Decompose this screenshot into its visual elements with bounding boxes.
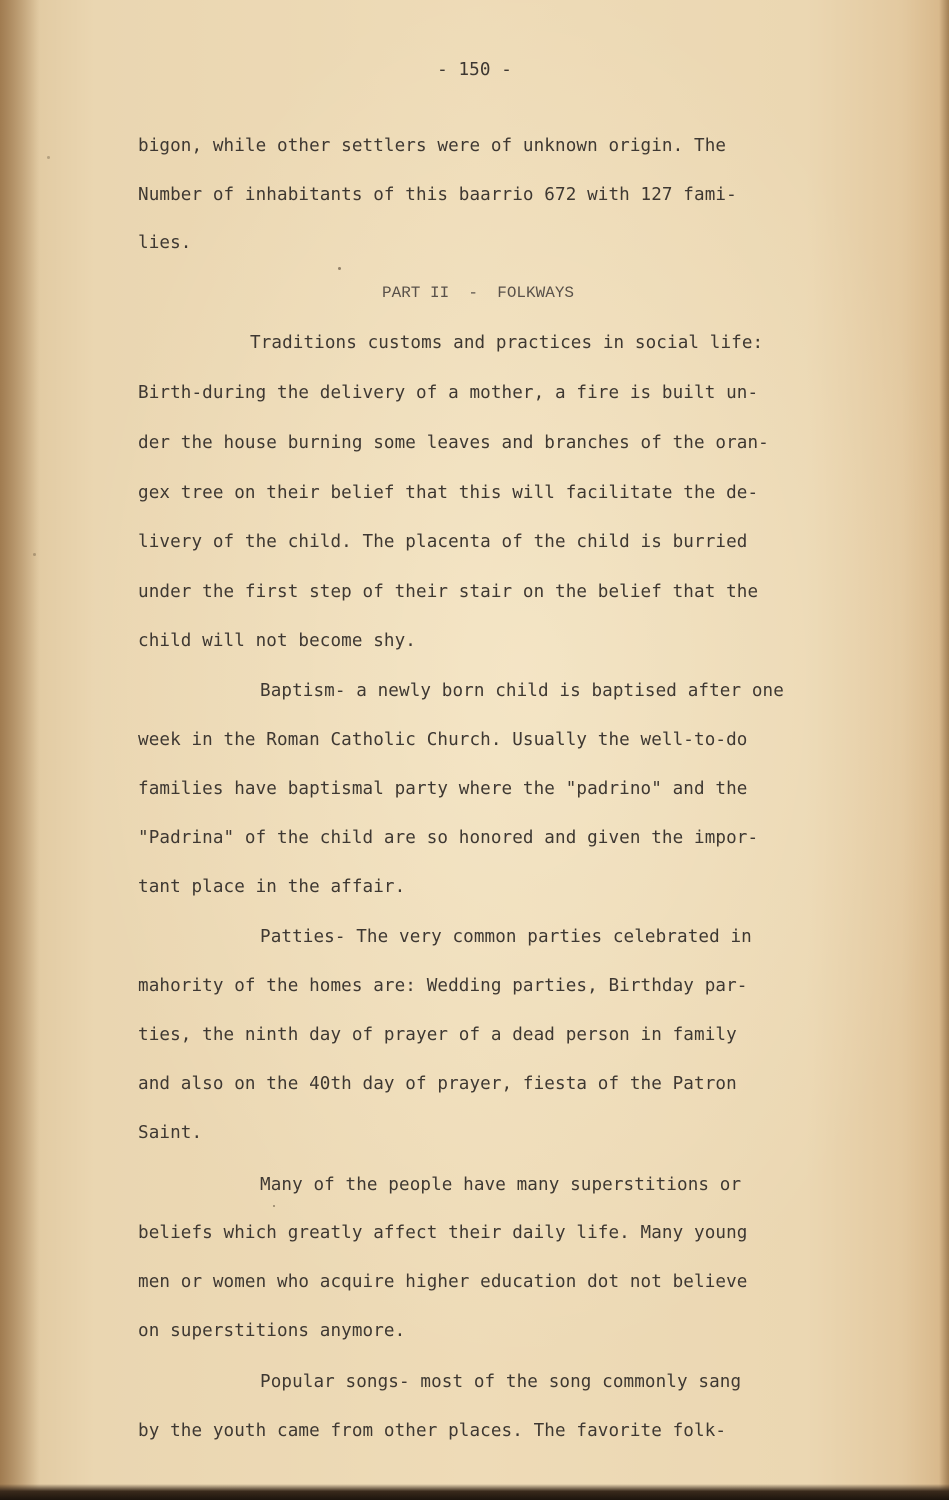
ink-speck bbox=[47, 156, 50, 159]
text-line: Many of the people have many superstitions or bbox=[260, 1175, 742, 1195]
text-line: beliefs which greatly affect their daily life. Many young bbox=[138, 1223, 748, 1243]
ink-speck bbox=[338, 267, 341, 270]
text-line: on superstitions anymore. bbox=[138, 1321, 406, 1341]
page-shadow-left bbox=[0, 0, 40, 1500]
text-line: "Padrina" of the child are so honored and given the impor- bbox=[138, 828, 759, 848]
text-line: livery of the child. The placenta of the child is burried bbox=[138, 532, 748, 552]
text-line: child will not become shy. bbox=[138, 631, 417, 651]
text-line: ties, the ninth day of prayer of a dead person in family bbox=[138, 1025, 737, 1045]
text-line: der the house burning some leaves and branches of the oran- bbox=[138, 433, 769, 453]
text-line: Patties- The very common parties celebrated in bbox=[260, 927, 752, 947]
text-line: under the first step of their stair on the belief that the bbox=[138, 582, 759, 602]
text-line: Saint. bbox=[138, 1123, 203, 1143]
text-line: by the youth came from other places. The favorite folk- bbox=[138, 1421, 727, 1441]
page-edge-bottom bbox=[0, 1484, 949, 1500]
text-line: week in the Roman Catholic Church. Usually the well-to-do bbox=[138, 730, 748, 750]
text-line: Birth-during the delivery of a mother, a fire is built un- bbox=[138, 383, 759, 403]
ink-speck bbox=[273, 1205, 275, 1207]
text-line: Popular songs- most of the song commonly sang bbox=[260, 1372, 742, 1392]
text-line: families have baptismal party where the "padrino" and the bbox=[138, 779, 748, 799]
text-line: and also on the 40th day of prayer, fiesta of the Patron bbox=[138, 1074, 737, 1094]
ink-speck bbox=[33, 553, 36, 556]
text-line: men or women who acquire higher education dot not believe bbox=[138, 1272, 748, 1292]
text-line: gex tree on their belief that this will facilitate the de- bbox=[138, 483, 759, 503]
text-line: Baptism- a newly born child is baptised after one bbox=[260, 681, 784, 701]
text-line: Traditions customs and practices in social life: bbox=[250, 333, 764, 353]
text-line: lies. bbox=[138, 233, 192, 253]
text-line: tant place in the affair. bbox=[138, 877, 406, 897]
page-edge-right bbox=[939, 0, 949, 1500]
text-line: bigon, while other settlers were of unknown origin. The bbox=[138, 136, 727, 156]
section-heading: PART II - FOLKWAYS bbox=[382, 284, 575, 302]
text-line: mahority of the homes are: Wedding parties, Birthday par- bbox=[138, 976, 748, 996]
text-line: Number of inhabitants of this baarrio 672 with 127 fami- bbox=[138, 185, 737, 205]
page-number: - 150 - bbox=[437, 60, 512, 80]
